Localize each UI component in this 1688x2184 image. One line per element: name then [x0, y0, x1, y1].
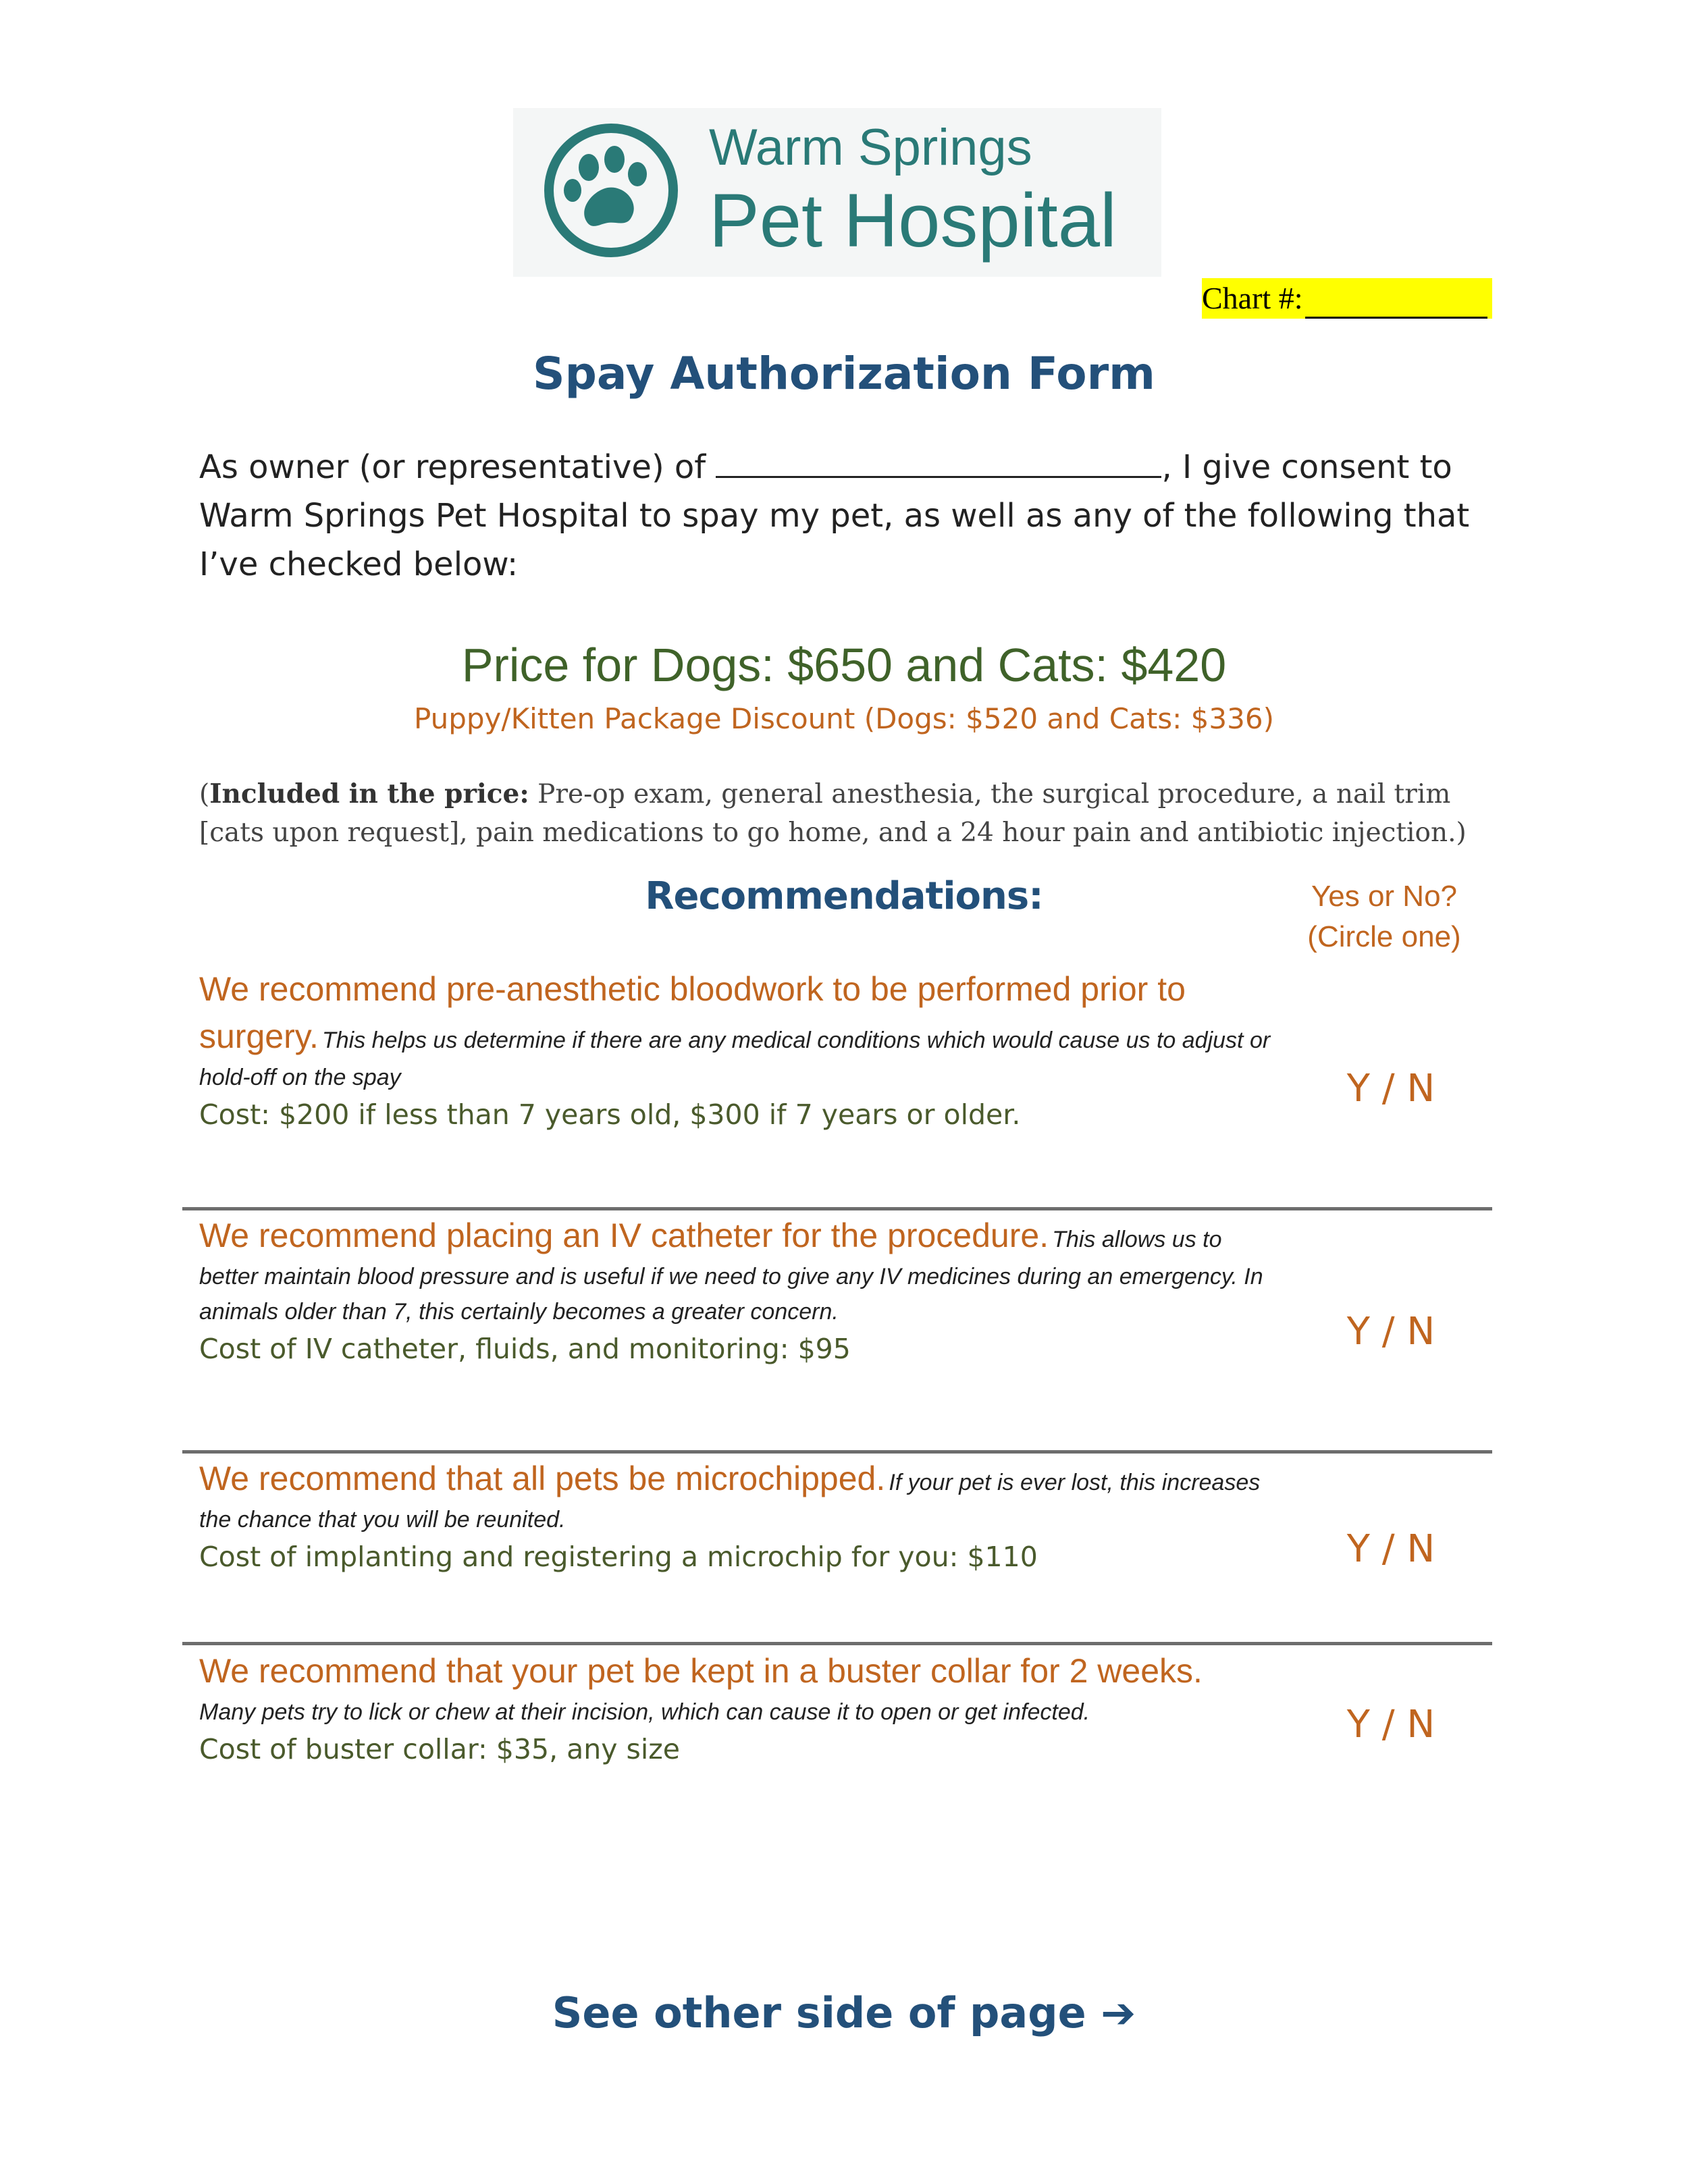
- yes-no-line1: Yes or No?: [1311, 880, 1458, 913]
- see-other-side-note: See other side of page ➔: [552, 1988, 1136, 2037]
- consent-text-part1: As owner (or representative) of: [199, 448, 716, 486]
- included-text: Pre-op exam, general anesthesia, the surgical procedure, a nail trim [cats upon request], pain medications to go home, and a 24 hour pain and antibiotic injection.): [199, 779, 1467, 848]
- consent-text-part2: , I give consent to Warm Springs Pet Hospital to spay my pet, as well as any of the following that I’ve checked below:: [199, 448, 1470, 583]
- recommendation-desc: This helps us determine if there are any medical conditions which would cause us to adjust or hold-off on the spay: [199, 1028, 1271, 1090]
- recommendation-text: [199, 1455, 1273, 1537]
- recommendation-text: [199, 1212, 1273, 1329]
- recommendation-microchip: [199, 1455, 1273, 1576]
- recommendation-cost: Cost of buster collar: $35, any size: [199, 1733, 681, 1765]
- section-divider: [182, 1450, 1492, 1454]
- included-in-price: [199, 775, 1523, 852]
- recommendation-cost: Cost: $200 if less than 7 years old, $300 if 7 years or older.: [199, 1098, 1021, 1131]
- form-title: Spay Authorization Form: [533, 348, 1155, 400]
- recommendation-cost: Cost of implanting and registering a microchip for you: $110: [199, 1541, 1038, 1573]
- consent-statement: [199, 442, 1523, 589]
- recommendation-text: [199, 1647, 1273, 1730]
- pet-name-blank[interactable]: [716, 442, 1161, 478]
- recommendations-heading: Recommendations:: [645, 874, 1043, 918]
- recommendation-bloodwork: [199, 965, 1273, 1134]
- included-label: Included in the price:: [209, 778, 529, 809]
- section-divider: [182, 1642, 1492, 1645]
- choice-iv-catheter[interactable]: Y / N: [1346, 1310, 1435, 1354]
- recommendation-desc: If your pet is ever lost, this increases the chance that you will be reunited.: [199, 1470, 1261, 1533]
- choice-buster-collar[interactable]: Y / N: [1346, 1703, 1435, 1747]
- choice-microchip[interactable]: Y / N: [1346, 1527, 1435, 1571]
- chart-number-blank[interactable]: [1305, 284, 1487, 319]
- recommendation-head: We recommend placing an IV catheter for the procedure.: [199, 1217, 1049, 1254]
- recommendation-head: We recommend pre-anesthetic bloodwork to be performed prior to surgery.: [199, 970, 1186, 1055]
- chart-number-field[interactable]: [1202, 278, 1492, 319]
- recommendation-buster-collar: [199, 1647, 1273, 1769]
- recommendation-text: [199, 965, 1273, 1095]
- recommendation-head: We recommend that all pets be microchipped.: [199, 1460, 886, 1497]
- choice-bloodwork[interactable]: Y / N: [1346, 1067, 1435, 1111]
- chart-number-label: Chart #:: [1202, 281, 1303, 315]
- price-heading: Price for Dogs: $650 and Cats: $420: [461, 639, 1227, 691]
- yes-no-line2: (Circle one): [1307, 920, 1461, 953]
- recommendation-desc: Many pets try to lick or chew at their incision, which can cause it to open or get infected.: [199, 1699, 1090, 1725]
- yes-no-heading: [1269, 876, 1499, 957]
- included-open-paren: (: [199, 779, 210, 809]
- logo-text-line2: Pet Hospital: [709, 178, 1117, 263]
- package-discount: Puppy/Kitten Package Discount (Dogs: $520 and Cats: $336): [414, 702, 1274, 735]
- recommendation-desc: This allows us to better maintain blood pressure and is useful if we need to give any IV medicines during an emergency. In animals older than 7, this certainly becomes a greater concern.: [199, 1227, 1263, 1325]
- section-divider: [182, 1207, 1492, 1210]
- hospital-logo: [513, 108, 702, 277]
- recommendation-cost: Cost of IV catheter, fluids, and monitoring: $95: [199, 1333, 851, 1365]
- recommendation-head: We recommend that your pet be kept in a buster collar for 2 weeks.: [199, 1652, 1203, 1690]
- recommendation-iv-catheter: [199, 1212, 1273, 1368]
- logo-text-line1: Warm Springs: [709, 119, 1032, 176]
